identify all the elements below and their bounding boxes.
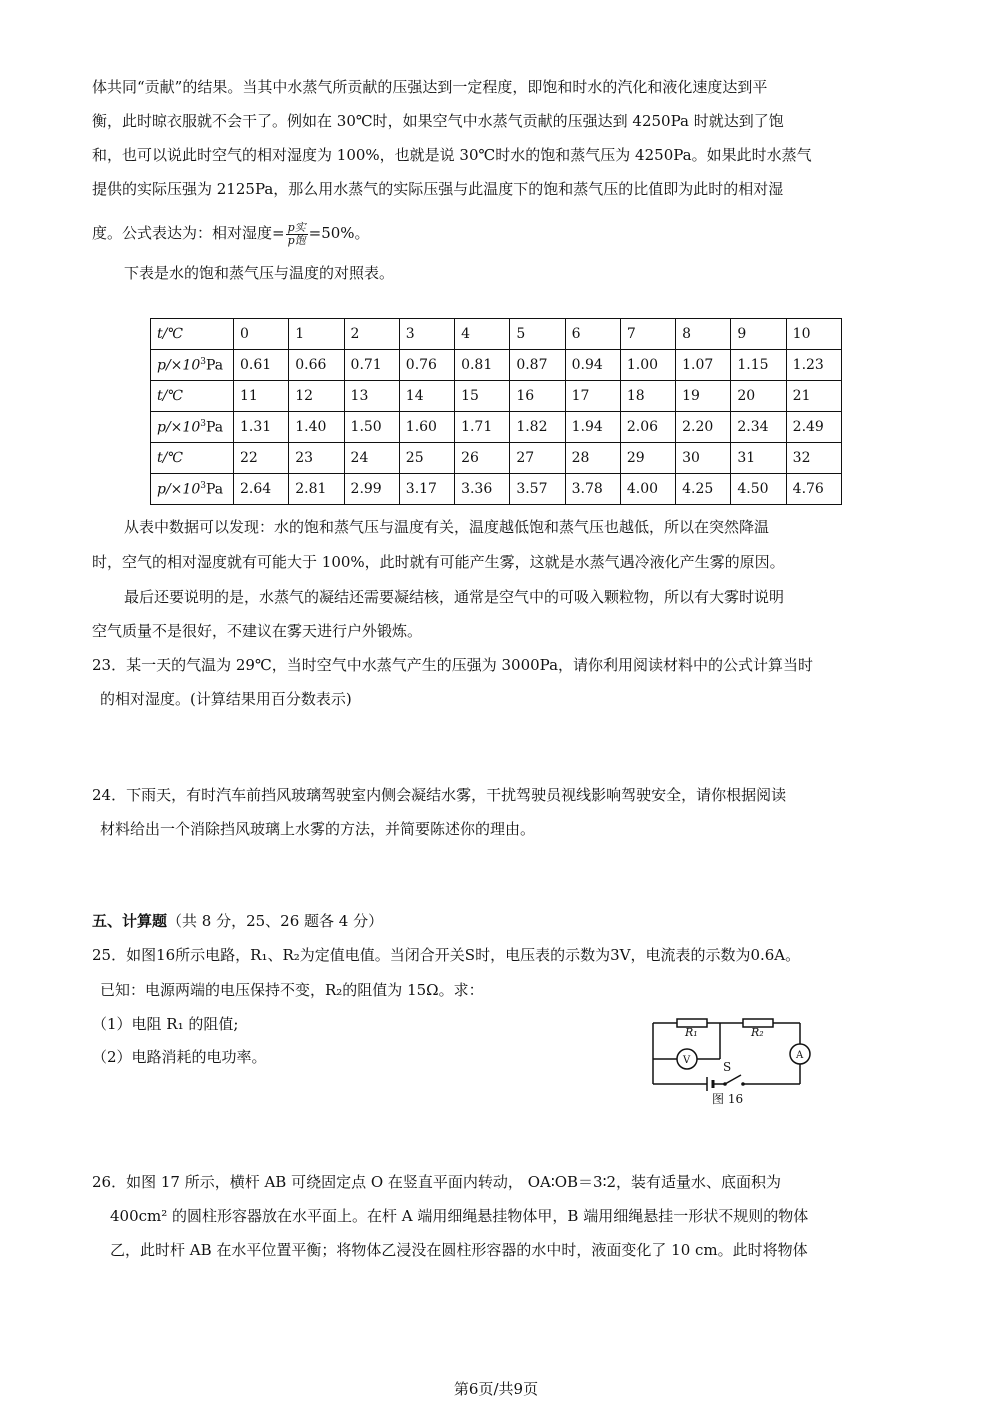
pressure-cell: 1.82 — [510, 412, 565, 443]
pressure-cell: 1.00 — [620, 350, 675, 381]
page-footer: 第6页/共9页 — [453, 1380, 539, 1398]
pressure-cell: 2.99 — [344, 474, 399, 505]
fraction-numerator: p实 — [287, 220, 306, 234]
vapor-pressure-table — [150, 318, 842, 505]
pressure-cell: 0.87 — [510, 350, 565, 381]
pressure-header-exponent: 3 — [200, 480, 206, 491]
pressure-cell: 2.06 — [620, 412, 675, 443]
pressure-cell: 1.94 — [565, 412, 620, 443]
pressure-cell: 1.40 — [289, 412, 344, 443]
temperature-cell: 26 — [455, 443, 510, 474]
pressure-cell: 2.49 — [786, 412, 841, 443]
section-title: 五、计算题 — [92, 912, 168, 930]
reading-line-4: 提供的实际压强为 2125Pa，那么用水蒸气的实际压强与此温度下的饱和蒸气压的比值即为此时的相对湿 — [92, 180, 784, 198]
reading-line-3: 和，也可以说此时空气的相对湿度为 100%，也就是说 30℃时水的饱和蒸气压为 4250Pa。如果此时水蒸气 — [92, 146, 812, 164]
q24-line-1: 24．下雨天，有时汽车前挡风玻璃驾驶室内侧会凝结水雾，干扰驾驶员视线影响驾驶安全，请你根据阅读 — [92, 786, 787, 804]
label-r2: R₂ — [751, 1026, 764, 1039]
q25-subquestion-1: （1）电阻 R₁ 的阻值; — [92, 1015, 239, 1033]
pressure-cell: 4.76 — [786, 474, 841, 505]
pressure-cell: 0.94 — [565, 350, 620, 381]
q23-line-1: 23．某一天的气温为 29℃，当时空气中水蒸气产生的压强为 3000Pa，请你利用阅读材料中的公式计算当时 — [92, 656, 814, 674]
pressure-cell: 4.00 — [620, 474, 675, 505]
q25-line-2: 已知：电源两端的电压保持不变，R₂的阻值为 15Ω。求： — [100, 981, 484, 999]
temperature-cell: 31 — [731, 443, 786, 474]
temperature-cell: 19 — [676, 381, 731, 412]
temperature-cell: 29 — [620, 443, 675, 474]
label-voltmeter: V — [683, 1055, 691, 1066]
pressure-cell: 0.66 — [289, 350, 344, 381]
pressure-cell: 0.71 — [344, 350, 399, 381]
pressure-header-exponent: 3 — [200, 418, 206, 429]
temperature-cell: 6 — [565, 319, 620, 350]
temperature-cell: 14 — [399, 381, 454, 412]
pressure-cell: 3.36 — [455, 474, 510, 505]
temperature-cell: 4 — [455, 319, 510, 350]
temperature-cell: 27 — [510, 443, 565, 474]
switch-contact-right — [741, 1082, 745, 1086]
table-row-temperature — [151, 381, 842, 412]
temperature-cell: 0 — [234, 319, 289, 350]
temperature-cell: 17 — [565, 381, 620, 412]
label-r1: R₁ — [685, 1026, 698, 1039]
temperature-cell: 3 — [399, 319, 454, 350]
temperature-header: t/℃ — [151, 443, 234, 474]
pressure-header-base: p/×10 — [157, 357, 201, 374]
formula-suffix: =50%。 — [308, 224, 370, 242]
table-row-temperature — [151, 443, 842, 474]
q26-line-3: 乙，此时杆 AB 在水平位置平衡；将物体乙浸没在圆柱形容器的水中时，液面变化了 10 cm。此时将物体 — [110, 1241, 808, 1259]
temperature-cell: 28 — [565, 443, 620, 474]
q25-line-1: 25．如图16所示电路，R₁、R₂为定值电值。当闭合开关S时，电压表的示数为3V，电流表的示数为0.6A。 — [92, 946, 801, 964]
pressure-cell: 4.50 — [731, 474, 786, 505]
pressure-cell: 2.64 — [234, 474, 289, 505]
pressure-header — [151, 350, 234, 381]
pressure-header-base: p/×10 — [157, 481, 201, 498]
figure-16-caption: 图 16 — [712, 1092, 744, 1106]
table-row-pressure — [151, 412, 842, 443]
formula-prefix: 度。公式表达为：相对湿度= — [92, 224, 285, 242]
pressure-cell: 3.78 — [565, 474, 620, 505]
note-line-1: 最后还要说明的是，水蒸气的凝结还需要凝结核，通常是空气中的可吸入颗粒物，所以有大雾时说明 — [124, 588, 785, 606]
pressure-cell: 1.60 — [399, 412, 454, 443]
reading-line-1: 体共同“贡献”的结果。当其中水蒸气所贡献的压强达到一定程度，即饱和时水的汽化和液化速度达到平 — [92, 78, 768, 96]
temperature-cell: 20 — [731, 381, 786, 412]
table-row-pressure — [151, 350, 842, 381]
temperature-cell: 24 — [344, 443, 399, 474]
pressure-cell: 4.25 — [676, 474, 731, 505]
table-intro: 下表是水的饱和蒸气压与温度的对照表。 — [124, 264, 395, 282]
note-line-2: 空气质量不是很好，不建议在雾天进行户外锻炼。 — [92, 622, 423, 640]
pressure-cell: 0.76 — [399, 350, 454, 381]
fraction-denominator: p饱 — [287, 233, 306, 247]
formula-fraction — [286, 222, 308, 247]
pressure-cell: 0.81 — [455, 350, 510, 381]
pressure-cell: 0.61 — [234, 350, 289, 381]
pressure-cell: 3.17 — [399, 474, 454, 505]
temperature-cell: 10 — [786, 319, 841, 350]
temperature-cell: 15 — [455, 381, 510, 412]
temperature-cell: 5 — [510, 319, 565, 350]
formula-line — [92, 218, 370, 248]
temperature-cell: 21 — [786, 381, 841, 412]
pressure-header-unit: Pa — [205, 357, 224, 374]
pressure-cell: 1.15 — [731, 350, 786, 381]
temperature-cell: 32 — [786, 443, 841, 474]
pressure-cell: 1.71 — [455, 412, 510, 443]
pressure-header-base: p/×10 — [157, 419, 201, 436]
pressure-header — [151, 412, 234, 443]
q25-subquestion-2: （2）电路消耗的电功率。 — [92, 1048, 267, 1066]
pressure-cell: 3.57 — [510, 474, 565, 505]
section-note: （共 8 分，25、26 题各 4 分） — [167, 912, 384, 930]
pressure-cell: 1.07 — [676, 350, 731, 381]
pressure-cell: 2.34 — [731, 412, 786, 443]
temperature-cell: 9 — [731, 319, 786, 350]
pressure-cell: 1.50 — [344, 412, 399, 443]
q26-line-1: 26．如图 17 所示，横杆 AB 可绕固定点 O 在竖直平面内转动， OA∶OB＝3∶2，装有适量水、底面积为 — [92, 1173, 782, 1191]
table-row-temperature — [151, 319, 842, 350]
pressure-header-unit: Pa — [205, 481, 224, 498]
temperature-header: t/℃ — [151, 381, 234, 412]
temperature-cell: 2 — [344, 319, 399, 350]
q23-line-2: 的相对湿度。(计算结果用百分数表示) — [100, 690, 352, 708]
q24-line-2: 材料给出一个消除挡风玻璃上水雾的方法，并简要陈述你的理由。 — [100, 820, 536, 838]
pressure-header-unit: Pa — [205, 419, 224, 436]
analysis-line-1: 从表中数据可以发现：水的饱和蒸气压与温度有关，温度越低饱和蒸气压也越低，所以在突然降温 — [124, 518, 770, 536]
section-5-heading — [92, 910, 383, 932]
label-ammeter: A — [796, 1050, 804, 1061]
temperature-cell: 23 — [289, 443, 344, 474]
circuit-diagram-16 — [645, 1013, 815, 1091]
pressure-cell: 2.81 — [289, 474, 344, 505]
temperature-cell: 8 — [676, 319, 731, 350]
temperature-cell: 22 — [234, 443, 289, 474]
pressure-cell: 1.23 — [786, 350, 841, 381]
pressure-cell: 2.20 — [676, 412, 731, 443]
reading-line-2: 衡，此时晾衣服就不会干了。例如在 30℃时，如果空气中水蒸气贡献的压强达到 4250Pa 时就达到了饱 — [92, 112, 784, 130]
pressure-header-exponent: 3 — [200, 356, 206, 367]
temperature-cell: 1 — [289, 319, 344, 350]
pressure-cell: 1.31 — [234, 412, 289, 443]
pressure-header — [151, 474, 234, 505]
temperature-cell: 16 — [510, 381, 565, 412]
temperature-cell: 12 — [289, 381, 344, 412]
temperature-cell: 11 — [234, 381, 289, 412]
q26-line-2: 400cm² 的圆柱形容器放在水平面上。在杆 A 端用细绳悬挂物体甲，B 端用细绳悬挂一形状不规则的物体 — [110, 1207, 809, 1225]
temperature-header: t/℃ — [151, 319, 234, 350]
temperature-cell: 7 — [620, 319, 675, 350]
analysis-line-2: 时，空气的相对湿度就有可能大于 100%，此时就有可能产生雾，这就是水蒸气遇冷液化产生雾的原因。 — [92, 553, 785, 571]
temperature-cell: 30 — [676, 443, 731, 474]
temperature-cell: 25 — [399, 443, 454, 474]
label-switch: S — [723, 1060, 732, 1074]
temperature-cell: 18 — [620, 381, 675, 412]
switch-contact-left — [723, 1082, 727, 1086]
temperature-cell: 13 — [344, 381, 399, 412]
table-row-pressure — [151, 474, 842, 505]
